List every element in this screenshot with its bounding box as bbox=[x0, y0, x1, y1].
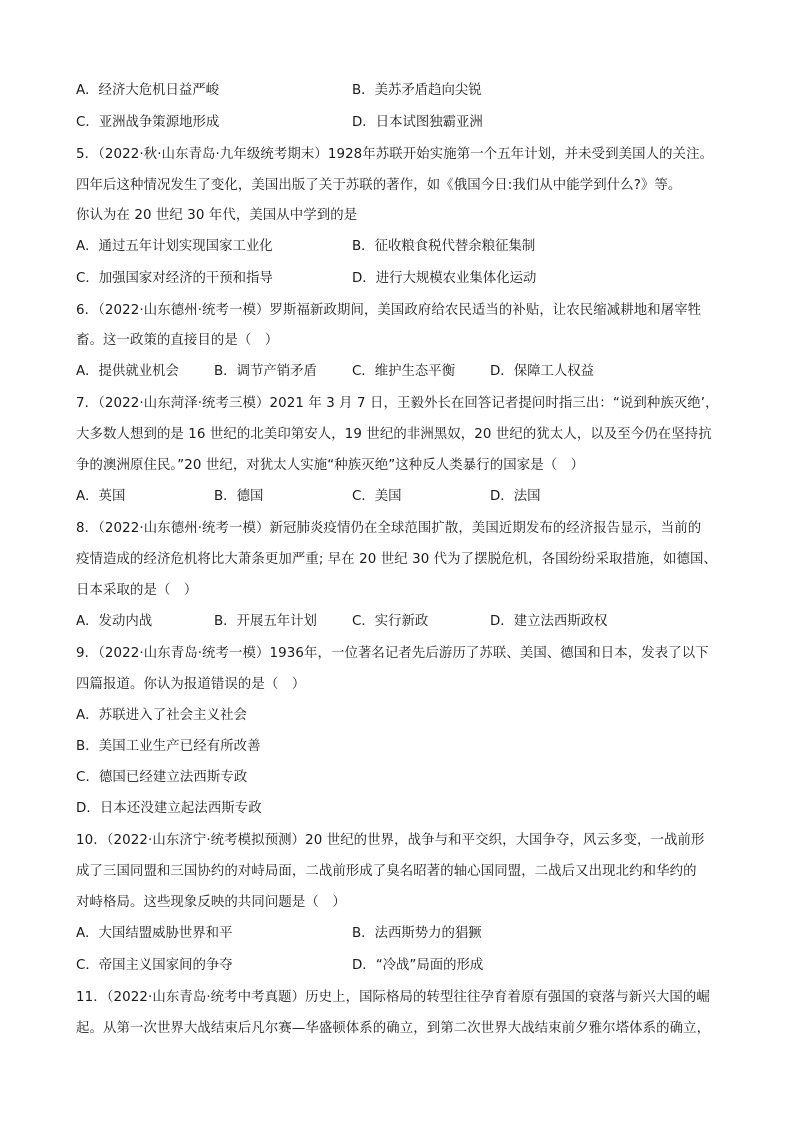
q5-option-c: C．加强国家对经济的干预和指导 bbox=[76, 271, 273, 286]
q5-stem-line-3: 你认为在 20 世纪 30 年代，美国从中学到的是 bbox=[76, 208, 358, 223]
q9-stem-line-1: 9．（2022·山东青岛·统考一模）1936年，一位著名记者先后游历了苏联、美国、德国和日本，发表了以下 bbox=[76, 646, 709, 661]
q4-options-row-1 bbox=[76, 81, 728, 101]
q7-stem-line-3: 争的澳洲原住民。”20 世纪，对犹太人实施“种族灭绝”这种反人类暴行的国家是（ ） bbox=[76, 458, 585, 473]
q4-option-b: B．美苏矛盾趋向尖锐 bbox=[352, 83, 482, 98]
q8-option-c: C．实行新政 bbox=[352, 614, 429, 629]
q7-option-d: D．法国 bbox=[490, 489, 541, 504]
q10-option-d: D．“冷战”局面的形成 bbox=[352, 958, 484, 973]
q8-stem-line-1: 8．（2022·山东德州·统考一模）新冠肺炎疫情仍在全球范围扩散，美国近期发布的经济报告显示，当前的 bbox=[76, 521, 702, 536]
q9-option-a: A．苏联进入了社会主义社会 bbox=[76, 708, 248, 723]
q8-stem-line-3: 日本采取的是（ ） bbox=[76, 583, 198, 598]
q9-option-d: D．日本还没建立起法西斯专政 bbox=[76, 801, 262, 816]
q5-option-a: A．通过五年计划实现国家工业化 bbox=[76, 239, 273, 254]
q4-option-d: D．日本试图独霸亚洲 bbox=[352, 115, 483, 130]
q6-stem-line-2: 畜。这一政策的直接目的是（ ） bbox=[76, 333, 279, 348]
q5-stem-line-2: 四年后这种情况发生了变化，美国出版了关于苏联的著作，如《俄国今日:我们从中能学到什么?》等。 bbox=[76, 178, 682, 193]
q7-option-a: A．英国 bbox=[76, 489, 126, 504]
q8-stem-line-2: 疫情造成的经济危机将比大萧条更加严重; 早在 20 世纪 30 代为了摆脱危机，各国纷纷采取措施，如德国、 bbox=[76, 552, 717, 567]
q6-option-c: C．维护生态平衡 bbox=[352, 364, 456, 379]
q5-option-b: B．征收粮食税代替余粮征集制 bbox=[352, 239, 536, 254]
q5-option-d: D．进行大规模农业集体化运动 bbox=[352, 271, 537, 286]
q10-stem-line-2: 成了三国同盟和三国协约的对峙局面，二战前形成了臭名昭著的轴心国同盟，二战后又出现北约和华约的 bbox=[76, 864, 697, 879]
q10-options-row-1 bbox=[76, 924, 728, 944]
q10-stem-line-1: 10．（2022·山东济宁·统考模拟预测）20 世纪的世界，战争与和平交织，大国争夺，风云多变，一战前形 bbox=[76, 833, 705, 848]
q5-options-row-1 bbox=[76, 237, 728, 257]
q9-stem-line-2: 四篇报道。你认为报道错误的是（ ） bbox=[76, 677, 306, 692]
q5-stem-line-1: 5．（2022·秋·山东青岛·九年级统考期末）1928年苏联开始实施第一个五年计划，并未受到美国人的关注。 bbox=[76, 147, 714, 162]
q7-option-c: C．美国 bbox=[352, 489, 402, 504]
q8-option-a: A．发动内战 bbox=[76, 614, 153, 629]
q8-option-d: D．建立法西斯政权 bbox=[490, 614, 608, 629]
q4-option-c: C．亚洲战争策源地形成 bbox=[76, 115, 220, 130]
q6-option-a: A．提供就业机会 bbox=[76, 364, 179, 379]
q8-options-row bbox=[76, 612, 728, 632]
q4-option-a: A．经济大危机日益严峻 bbox=[76, 83, 220, 98]
q7-stem-line-2: 大多数人想到的是 16 世纪的北美印第安人，19 世纪的非洲黑奴，20 世纪的犹太人，以及至今仍在坚持抗 bbox=[76, 427, 712, 442]
q6-option-b: B．调节产销矛盾 bbox=[214, 364, 317, 379]
q10-option-c: C．帝国主义国家间的争夺 bbox=[76, 958, 233, 973]
q11-stem-line-2: 起。从第一次世界大战结束后凡尔赛—华盛顿体系的确立，到第二次世界大战结束前夕雅尔塔体系的确立， bbox=[76, 1021, 711, 1036]
q9-option-b: B．美国工业生产已经有所改善 bbox=[76, 739, 261, 754]
q7-option-b: B．德国 bbox=[214, 489, 264, 504]
q6-option-d: D．保障工人权益 bbox=[490, 364, 595, 379]
q6-stem-line-1: 6．（2022·山东德州·统考一模）罗斯福新政期间，美国政府给农民适当的补贴，让农民缩减耕地和屠宰牲 bbox=[76, 303, 702, 318]
q10-stem-line-3: 对峙格局。这些现象反映的共同问题是（ ） bbox=[76, 895, 346, 910]
q8-option-b: B．开展五年计划 bbox=[214, 614, 317, 629]
q6-options-row bbox=[76, 362, 728, 382]
q11-stem-line-1: 11．（2022·山东青岛·统考中考真题）历史上，国际格局的转型往往孕育着原有强国的衰落与新兴大国的崛 bbox=[76, 990, 710, 1005]
q10-option-b: B．法西斯势力的猖獗 bbox=[352, 926, 482, 941]
q5-options-row-2 bbox=[76, 269, 728, 289]
q9-option-c: C．德国已经建立法西斯专政 bbox=[76, 770, 248, 785]
q7-options-row bbox=[76, 487, 728, 507]
q4-options-row-2 bbox=[76, 113, 728, 133]
q10-option-a: A．大国结盟威胁世界和平 bbox=[76, 926, 233, 941]
q10-options-row-2 bbox=[76, 956, 728, 976]
q7-stem-line-1: 7．（2022·山东菏泽·统考三模）2021 年 3 月 7 日，王毅外长在回答记者提问时指三出：“说到种族灭绝’， bbox=[76, 396, 719, 411]
